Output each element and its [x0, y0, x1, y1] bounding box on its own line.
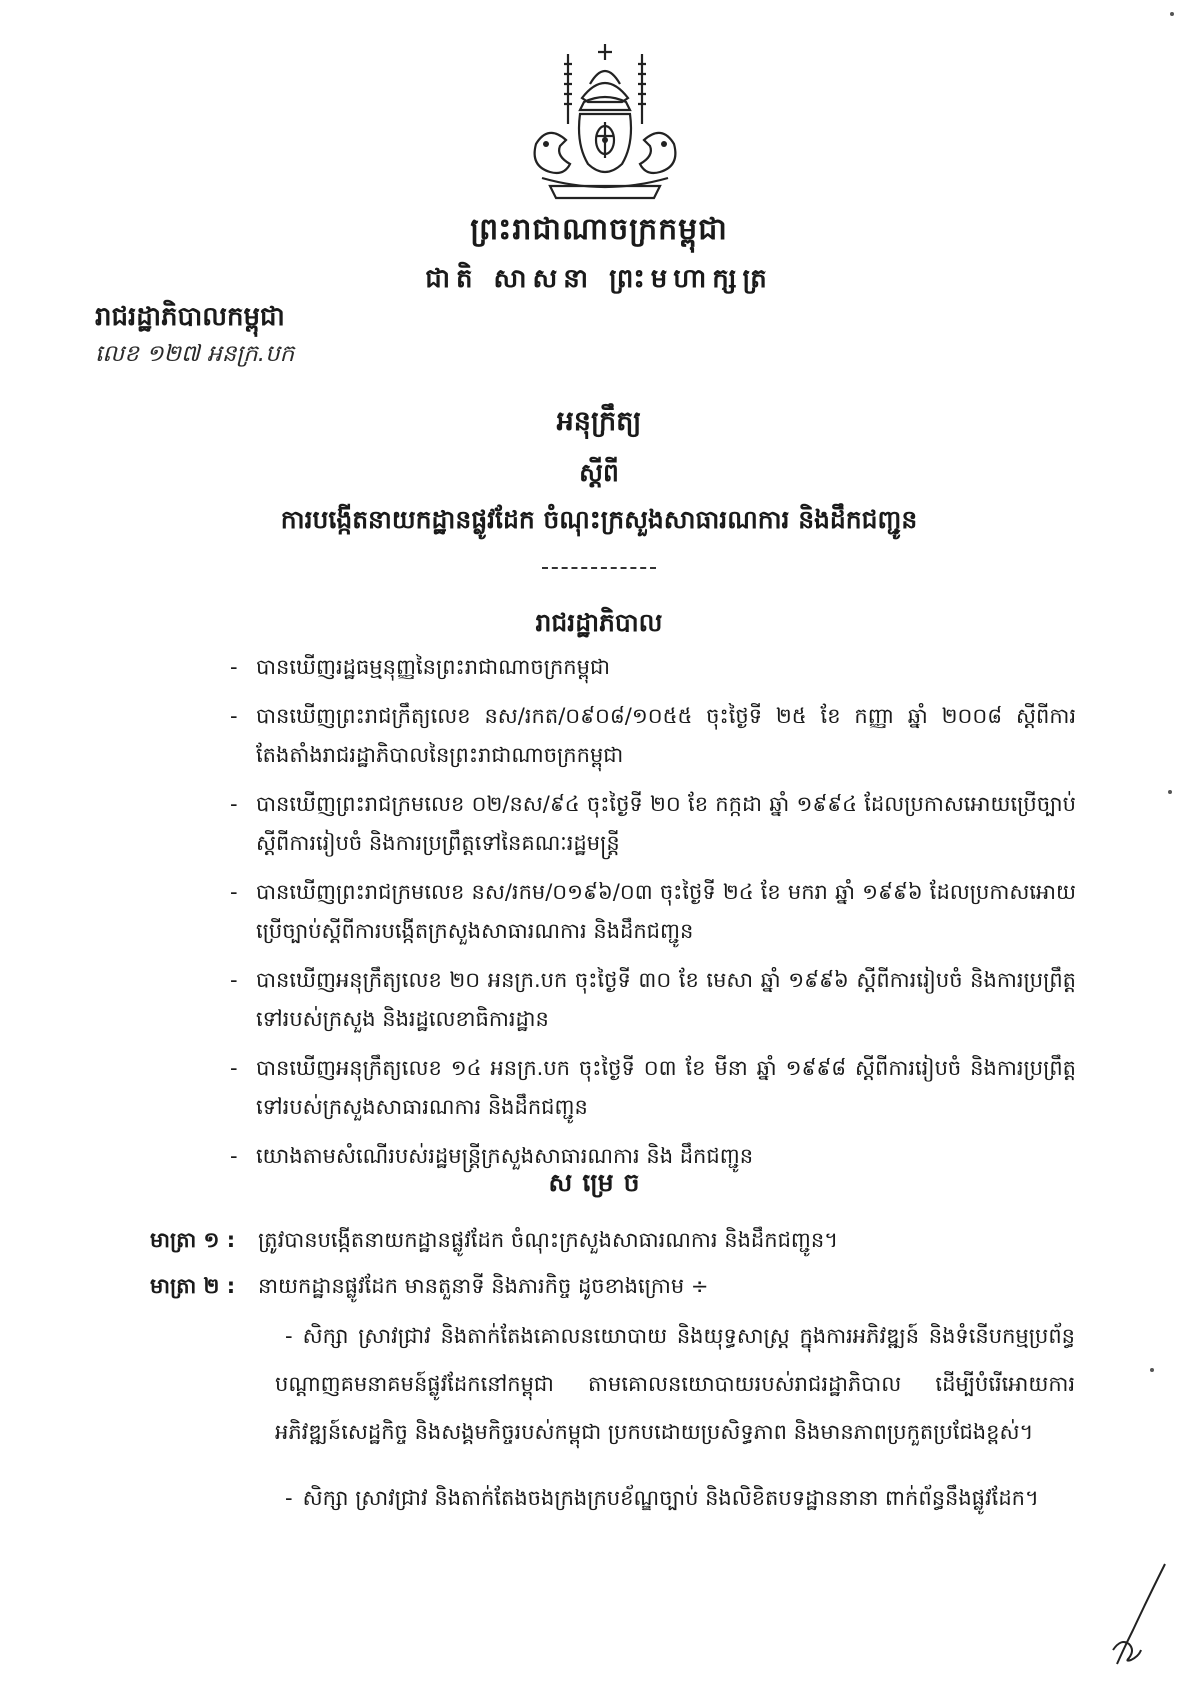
- recital-item: - បានឃើញរដ្ឋធម្មនុញ្ញនៃព្រះរាជាណាចក្រកម្ពុជា: [230, 655, 610, 679]
- kingdom-heading: ព្រះរាជាណាចក្រកម្ពុជា: [470, 212, 728, 247]
- document-type-heading: អនុក្រឹត្យ: [556, 406, 642, 437]
- decree-subject: ការបង្កើតនាយកដ្ឋានផ្លូវដែក ចំណុះក្រសួងសាធារណការ និងដឹកជញ្ជូន: [280, 505, 918, 534]
- article-number: មាត្រា ២ :: [150, 1274, 236, 1298]
- recital-item: - បានឃើញអនុក្រឹត្យលេខ ២០ អនក្រ.បក ចុះថ្ងៃទី ៣០ ខែ មេសា ឆ្នាំ ១៩៩៦ ស្តីពីការរៀបចំ និងការប្រព្រឹត្តទៅរបស់ក្រសួង និងរដ្ឋលេខាធិការដ្ឋាន: [230, 968, 1076, 1031]
- article-text: នាយកដ្ឋានផ្លូវដែក មានតួនាទី និងភារកិច្ច ដូចខាងក្រោម ÷: [258, 1274, 709, 1298]
- recital-item: - បានឃើញព្រះរាជក្រមលេខ ០២/នស/៩៤ ចុះថ្ងៃទី ២០ ខែ កក្កដា ឆ្នាំ ១៩៩៤ ដែលប្រកាសអោយប្រើច្បាប់ស្តីពីការរៀបចំ និងការប្រព្រឹត្តទៅនៃគណៈរដ្ឋមន្ត្រី: [230, 792, 1076, 855]
- article-text: ត្រូវបានបង្កើតនាយកដ្ឋានផ្លូវដែក ចំណុះក្រសួងសាធារណការ និងដឹកជញ្ជូន។: [258, 1228, 839, 1252]
- document-number: លេខ ១២៧ អនក្រ.បក: [95, 341, 295, 367]
- scan-speck: [1170, 12, 1174, 16]
- scan-speck: [1150, 1368, 1154, 1372]
- title-separator: [542, 567, 656, 569]
- national-motto: ជាតិ សាសនា ព្រះមហាក្សត្រ: [425, 264, 773, 294]
- article-2: [150, 1268, 1080, 1304]
- article-number: មាត្រា ១ :: [150, 1228, 236, 1252]
- recital-item: - បានឃើញព្រះរាជក្រឹត្យលេខ នស/រកត/០៩០៨/១០៥៥ ចុះថ្ងៃទី ២៥ ខែ កញ្ញា ឆ្នាំ ២០០៨ ស្តីពីការតែងតាំងរាជរដ្ឋាភិបាលនៃព្រះរាជាណាចក្រកម្ពុជា: [230, 704, 1076, 767]
- recitals-list: [230, 648, 1076, 1186]
- scan-speck: [1168, 790, 1172, 794]
- decision-heading: សម្រេច: [548, 1168, 650, 1197]
- handwritten-signature-mark: [1095, 1560, 1175, 1670]
- recital-item: - បានឃើញព្រះរាជក្រមលេខ នស/រកម/០១៩៦/០៣ ចុះថ្ងៃទី ២៤ ខែ មករា ឆ្នាំ ១៩៩៦ ដែលប្រកាសអោយប្រើច្បាប់ស្តីពីការបង្កើតក្រសួងសាធារណការ និងដឹកជញ្ជូន: [230, 880, 1076, 943]
- royal-coat-of-arms-emblem: [520, 40, 690, 210]
- recital-item: - យោងតាមសំណើរបស់រដ្ឋមន្ត្រីក្រសួងសាធារណការ និង ដឹកជញ្ជូន: [230, 1144, 754, 1168]
- government-heading: រាជរដ្ឋាភិបាល: [535, 608, 663, 637]
- about-label: ស្តីពី: [579, 458, 619, 487]
- article-1: [150, 1222, 1080, 1258]
- duty-item: - សិក្សា ស្រាវជ្រាវ និងតាក់តែងចងក្រងក្របខ័ណ្ឌច្បាប់ និងលិខិតបទដ្ឋាននានា ពាក់ព័ន្ធនឹងផ្លូវដែក។: [285, 1486, 1039, 1510]
- duty-item: - សិក្សា ស្រាវជ្រាវ និងតាក់តែងគោលនយោបាយ និងយុទ្ធសាស្ត្រ ក្នុងការអភិវឌ្ឍន៍ និងទំនើបកម្មប្រព័ន្ធបណ្តាញគមនាគមន៍ផ្លូវដែកនៅកម្ពុជា តាមគោលនយោបាយរបស់រាជរដ្ឋាភិបាល ដើម្បីបំរើអោយការអភិវឌ្ឍន៍សេដ្ឋកិច្ច និងសង្គមកិច្ចរបស់កម្ពុជា ប្រកបដោយប្រសិទ្ធភាព និងមានភាពប្រកួតប្រជែងខ្ពស់។: [275, 1324, 1075, 1444]
- issuer-label: រាជរដ្ឋាភិបាលកម្ពុជា: [95, 302, 285, 332]
- recital-item: - បានឃើញអនុក្រឹត្យលេខ ១៤ អនក្រ.បក ចុះថ្ងៃទី ០៣ ខែ មីនា ឆ្នាំ ១៩៩៨ ស្តីពីការរៀបចំ និងការប្រព្រឹត្តទៅរបស់ក្រសួងសាធារណការ និងដឹកជញ្ជូន: [230, 1056, 1076, 1119]
